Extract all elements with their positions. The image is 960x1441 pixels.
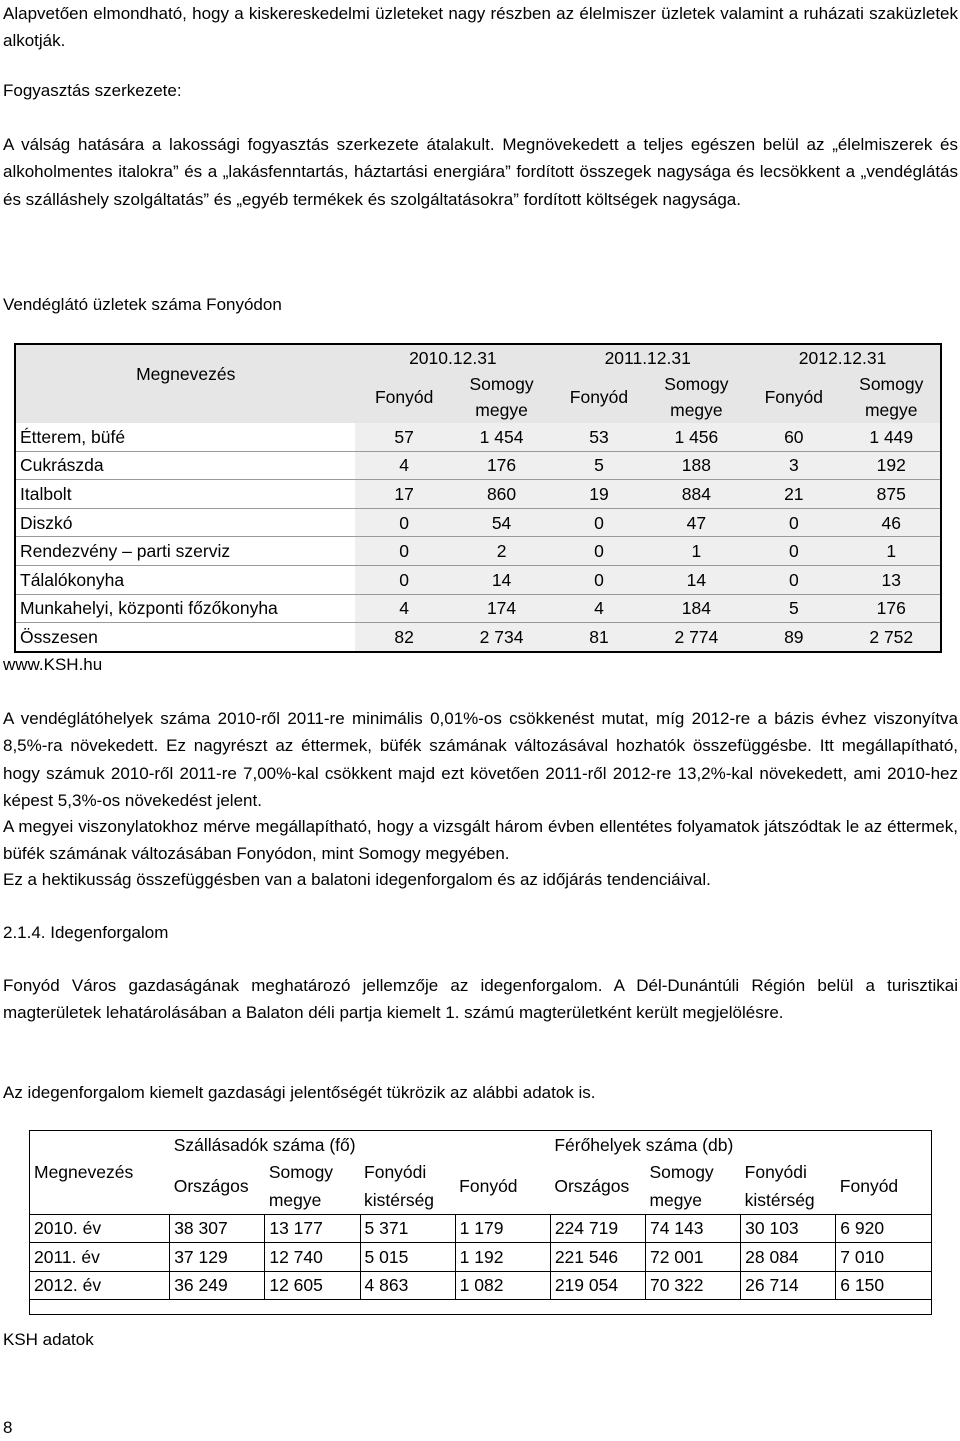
table1-cell: 0 [550,508,647,537]
table2-cell: 74 143 [645,1214,740,1243]
table1-cell: 54 [453,508,550,537]
table2-cell: 70 322 [645,1271,740,1300]
table1-cell: 4 [355,594,452,623]
table2-bottom-padding [30,1300,932,1315]
table1-cell: 0 [355,508,452,537]
table1-cell: 5 [745,594,842,623]
table1-sub-fonyod: Fonyód [374,387,434,407]
table2-col-megye: megye [649,1189,703,1210]
table1-cell: 192 [842,451,941,480]
table1-row [15,565,941,594]
table1-cell: 21 [745,480,842,509]
table2-col-fonyod: Fonyód [459,1176,518,1196]
consumption-paragraph: A válság hatására a lakossági fogyasztás szerkezete átalakult. Megnövekedett a teljes egészen belül az „élelmiszerek és alkoholmentes italokra” és a „lakásfenntartás, háztartási energiára” fordított összegek nagysága és lecsökkent a „vendéglátás és szálláshely szolgáltatás” és „egyéb termékek és szolgáltatásokra” fordított költségek nagysága. [3,135,958,209]
table1-source: www.KSH.hu [3,655,103,674]
table1-cell: 3 [745,451,842,480]
table1-cell: 57 [355,423,452,451]
table1-cell: 53 [550,423,647,451]
table1-cell: 14 [648,565,745,594]
table1-row [15,594,941,623]
table1-row [15,537,941,566]
restaurants-table [14,343,942,653]
table1-cell: 176 [453,451,550,480]
table2-cell: 1 179 [455,1214,550,1243]
table1-cell: 13 [842,565,941,594]
table1-year-2010: 2010.12.31 [355,344,550,371]
table2-col-orszagos: Országos [173,1176,249,1196]
table2-cell: 30 103 [741,1214,836,1243]
analysis-paragraph-2: A megyei viszonylatokhoz mérve megállapítható, hogy a vizsgált három évben ellentétes folyamatok játszódtak le az éttermek, büfék számának változásában Fonyódon, mint Somogy megyében. [3,817,958,864]
table1-row [15,423,941,451]
table1-row-label: Cukrászda [15,451,355,480]
table1-sub-somogy: Somogy [469,374,534,394]
table2-col-fonyod: Fonyód [836,1159,932,1215]
table1-cell: 875 [842,480,941,509]
table1-cell: 1 [842,537,941,566]
table2-row-label: 2010. év [30,1214,170,1243]
table2-cell: 72 001 [645,1243,740,1272]
table2-cell: 13 177 [265,1214,360,1243]
table1-cell: 184 [648,594,745,623]
table1-year-2012: 2012.12.31 [745,344,941,371]
accommodation-table [29,1130,932,1315]
table1-cell: 1 454 [453,423,550,451]
table1-cell: 17 [355,480,452,509]
table2-cell: 36 249 [170,1271,265,1300]
table1-cell: 1 456 [648,423,745,451]
table1-cell: 0 [745,537,842,566]
consumption-heading: Fogyasztás szerkezete: [3,81,182,100]
table1-row-label: Rendezvény – parti szerviz [15,537,355,566]
analysis-paragraph-3: Ez a hektikusság összefüggésben van a balatoni idegenforgalom és az időjárás tendenciáival. [3,870,711,889]
table2-row [30,1214,932,1243]
table1-cell: 14 [453,565,550,594]
table1-name-header: Megnevezés [15,344,355,423]
analysis-paragraph-1: A vendéglátóhelyek száma 2010-ről 2011-re minimális 0,01%-os csökkenést mutat, míg 2012-re a bázis évhez viszonyítva 8,5%-ra növekedett. Ez nagyrészt az éttermek, büfék számának változásával hozhatók összefüggésbe. Itt megállapítható, hogy számuk 2010-ről 2011-re 7,00%-kal csökkent majd ezt követően 2011-ről 2012-re 13,2%-kal növekedett, ami 2010-hez képest 5,3%-os növekedést jelent. [3,709,958,811]
table1-row-label: Italbolt [15,480,355,509]
table2-row [30,1271,932,1300]
table2-source: KSH adatok [3,1330,94,1349]
table1-cell: 1 [648,537,745,566]
table1-cell: 0 [745,508,842,537]
table1-cell: 5 [550,451,647,480]
section-heading: 2.1.4. Idegenforgalom [3,923,169,942]
tourism-paragraph-1: Fonyód Város gazdaságának meghatározó jellemzője az idegenforgalom. A Dél-Dunántúli Régión belül a turisztikai magterületek lehatárolásában a Balaton déli partja kiemelt 1. számú magterületként került megjelölésre. [3,976,958,1023]
table1-sub-megye: megye [670,400,723,420]
table1-row [15,451,941,480]
table1-cell: 860 [453,480,550,509]
table2-cell: 28 084 [741,1243,836,1272]
table1-row-label: Munkahelyi, központi főzőkonyha [15,594,355,623]
table2-group-beds: Férőhelyek száma (db) [550,1131,931,1159]
table1-cell: 0 [550,537,647,566]
table1-cell: 176 [842,594,941,623]
table1-cell: 4 [550,594,647,623]
table2-col-kisterseg: kistérség [744,1189,815,1210]
table1-title: Vendéglátó üzletek száma Fonyódon [3,295,282,314]
table2-group-hosts: Szállásadók száma (fő) [170,1131,551,1159]
table1-cell: 0 [745,565,842,594]
table2-cell: 221 546 [550,1243,645,1272]
table1-cell: 2 734 [453,623,550,652]
page-number: 8 [3,1418,13,1437]
table1-cell: 0 [355,565,452,594]
table2-cell: 6 920 [836,1214,932,1243]
table1-sub-megye: megye [475,400,528,420]
table2-cell: 1 082 [455,1271,550,1300]
table2-cell: 7 010 [836,1243,932,1272]
table1-cell: 884 [648,480,745,509]
table2-cell: 38 307 [170,1214,265,1243]
table1-row [15,623,941,652]
table1-cell: 82 [355,623,452,652]
table2-cell: 1 192 [455,1243,550,1272]
table1-cell: 2 752 [842,623,941,652]
table2-cell: 12 740 [265,1243,360,1272]
table2-col-fonyodi: Fonyódi [364,1162,427,1183]
table1-row-label: Étterem, büfé [15,423,355,451]
tourism-paragraph-2: Az idegenforgalom kiemelt gazdasági jelentőségét tükrözik az alábbi adatok is. [3,1083,596,1102]
table1-cell: 47 [648,508,745,537]
table2-col-kisterseg: kistérség [364,1189,435,1210]
table1-cell: 19 [550,480,647,509]
table1-cell: 46 [842,508,941,537]
intro-paragraph: Alapvetően elmondható, hogy a kiskereskedelmi üzleteket nagy részben az élelmiszer üzletek valamint a ruházati szaküzletek alkotják. [3,4,958,51]
table1-cell: 60 [745,423,842,451]
table1-cell: 89 [745,623,842,652]
table2-col-somogy: Somogy [268,1162,334,1183]
table1-sub-megye: megye [842,397,941,423]
table1-cell: 1 449 [842,423,941,451]
table2-cell: 219 054 [550,1271,645,1300]
table2-cell: 26 714 [741,1271,836,1300]
table1-row-label: Tálalókonyha [15,565,355,594]
table1-cell: 0 [550,565,647,594]
table1-row-label: Összesen [15,623,355,652]
table1-year-2011: 2011.12.31 [550,344,745,371]
table1-row [15,508,941,537]
table2-row [30,1243,932,1272]
table1-cell: 2 774 [648,623,745,652]
table2-cell: 5 015 [360,1243,455,1272]
table2-col-megye: megye [268,1189,322,1210]
table1-cell: 4 [355,451,452,480]
table2-cell: 6 150 [836,1271,932,1300]
table2-col-somogy: Somogy [649,1162,714,1183]
table1-cell: 174 [453,594,550,623]
table2-row-label: 2011. év [30,1243,170,1272]
table1-row-label: Diszkó [15,508,355,537]
table1-sub-somogy: Somogy [842,371,941,397]
table2-cell: 37 129 [170,1243,265,1272]
table1-cell: 0 [355,537,452,566]
table2-col-fonyodi: Fonyódi [744,1162,807,1183]
table1-cell: 2 [453,537,550,566]
table1-row [15,480,941,509]
table2-cell: 12 605 [265,1271,360,1300]
table2-row-label: 2012. év [30,1271,170,1300]
table1-cell: 188 [648,451,745,480]
table2-cell: 5 371 [360,1214,455,1243]
table1-cell: 81 [550,623,647,652]
table2-cell: 224 719 [550,1214,645,1243]
table1-sub-fonyod: Fonyód [764,387,823,407]
table2-col-orszagos: Országos [554,1176,630,1196]
table1-sub-somogy: Somogy [664,374,729,394]
table2-name-header: Megnevezés [30,1131,170,1215]
table2-cell: 4 863 [360,1271,455,1300]
table1-sub-fonyod: Fonyód [569,387,629,407]
